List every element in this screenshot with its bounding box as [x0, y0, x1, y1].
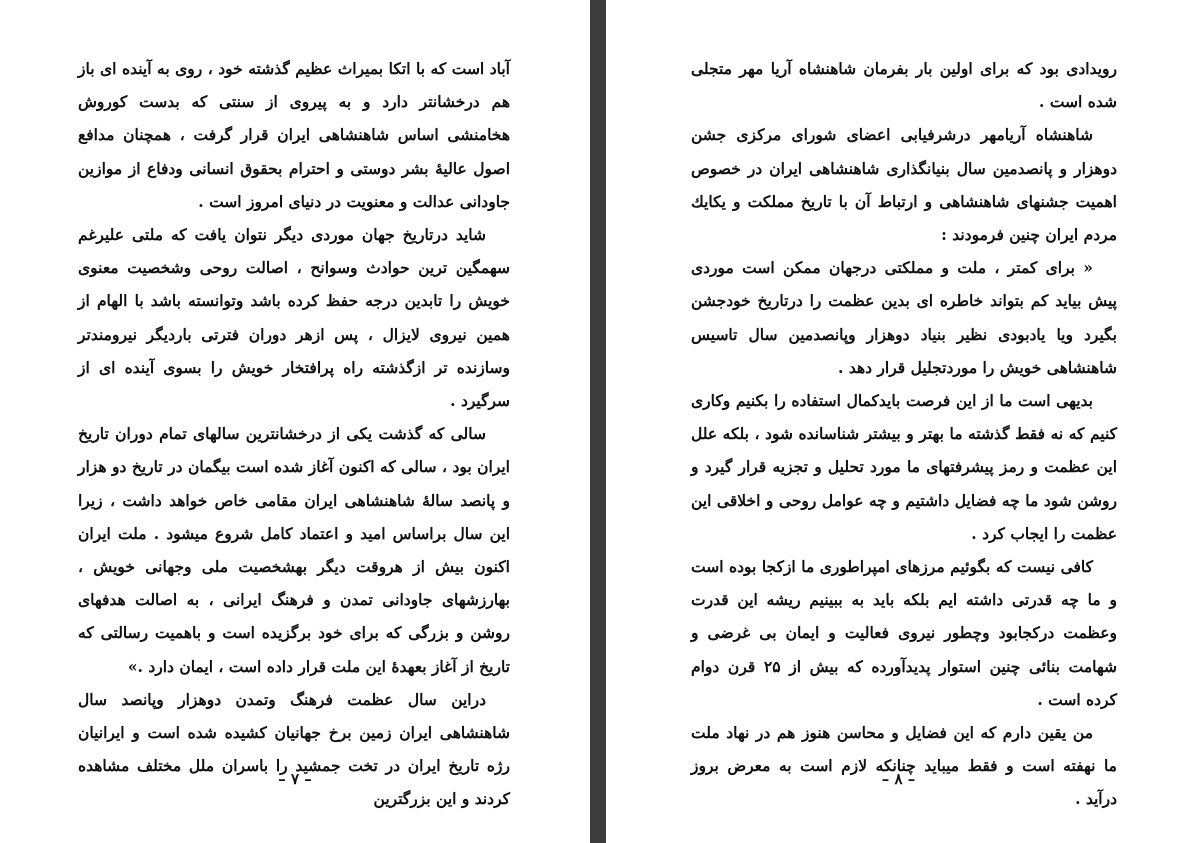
- book-spine: [590, 0, 606, 843]
- paragraph: آباد است که با اتکا بمیراث عظیم گذشته خود ، روی به آینده ای باز هم درخشانتر دارد و به پیروی از سنتی که بدست کوروش هخامنشی اساس شاهنشاهی ایران قرار گرفت ، همچنان مدافع اصول عالیهٔ بشر دوستی و احترام بحقوق انسانی ودفاع از موازین جاودانی عدالت و معنویت در دنیای امروز است .: [78, 59, 510, 211]
- page-number: – ۷ –: [278, 770, 312, 788]
- paragraph: سالی که گذشت یکی از درخشانترین سالهای تمام دوران تاریخ ایران بود ، سالی که اکنون آغاز شده است بیگمان در تاریخ دو هزار و پانصد سالهٔ شاهنشاهی ایران مقامی خاص خواهد داشت ، زیرا این سال براساس امید و اعتماد کامل شروع میشود . ملت ایران اکنون بیش از هروقت دیگر بهشخصیت ملی وجهانی خویش ، بهارزشهای جاودانی تمدن و فرهنگ ایرانی ، به اصالت هدفهای روشن و بزرگی که برای خود برگزیده است و باهمیت رسالتی که تاریخ از آغاز بعهدهٔ این ملت قرار داده است ، ایمان دارد .»: [78, 424, 510, 676]
- right-page-body: [691, 52, 1117, 816]
- paragraph: من یقین دارم که این فضایل و محاسن هنوز هم در نهاد ملت ما نهفته است و فقط میباید چنانکه لازم است به معرض بروز درآید .: [691, 723, 1117, 809]
- left-page: [0, 0, 590, 843]
- paragraph: کافی نیست که بگوئیم مرزهای امپراطوری ما ازکجا بوده است و ما چه قدرتی داشته ایم بلکه باید به ببینیم ریشه این قدرت وعظمت درکجابود وچطور نیروی فعالیت و ایمان بی غرضی و شهامت بنائی چنین استوار پدیدآورده که بیش از ۲۵ قرن دوام کرده است .: [691, 557, 1117, 709]
- page-number: – ۸ –: [881, 770, 916, 788]
- paragraph: دراین سال عظمت فرهنگ وتمدن دوهزار وپانصد سال شاهنشاهی ایران زمین برخ جهانیان کشیده شده است و ایرانیان رژه تاریخ ایران در تخت جمشید را باسران ملل مختلف مشاهده کردند و این بزرگترین: [78, 689, 510, 809]
- paragraph: شاید درتاریخ جهان موردی دیگر نتوان یافت که ملتی علیرغم سهمگین ترین حوادث وسوانح ، اصالت روحی وشخصیت معنوی خویش را تابدین درجه حفظ کرده باشد وتوانسته باشد با الهام از همین نیروی لایزال ، پس ازهر دوران فترتی باردیگر نیرومندتر وسازنده تر ازگذشته راه پرافتخار خویش را بسوی آینده ای از سرگیرد .: [78, 225, 510, 411]
- paragraph: شاهنشاه آریامهر درشرفیابی اعضای شورای مرکزی جشن دوهزار و پانصدمین سال بنیانگذاری شاهنشاهی ایران در خصوص اهمیت جشنهای شاهنشاهی و ارتباط آن با تاریخ مملکت و یکایك مردم ایران چنین فرمودند :: [691, 125, 1117, 245]
- right-page: [606, 0, 1191, 843]
- left-page-body: [78, 52, 510, 816]
- paragraph: رویدادی بود که برای اولین بار بفرمان شاهنشاه آریا مهر متجلی شده است .: [691, 59, 1117, 112]
- paragraph: بدیهی است ما از این فرصت بایدکمال استفاده را بکنیم وکاری کنیم که نه فقط گذشته ما بهتر و بیشتر شناسانده شود ، بلکه علل این عظمت و رمز پیشرفتهای ما مورد تحلیل و تجزیه قرار گیرد و روشن شود ما چه فضایل داشتیم و چه عوامل روحی و اخلاقی این عظمت را ایجاب کرد .: [691, 391, 1117, 543]
- paragraph: « برای کمتر ، ملت و مملکتی درجهان ممکن است موردی پیش بیاید کم بتواند خاطره ای بدین عظمت را درتاریخ خودجشن بگیرد ویا یادبودی نظیر بنیاد دوهزار وپانصدمین سال تاسیس شاهنشاهی خویش را موردتجلیل قرار دهد .: [691, 258, 1117, 377]
